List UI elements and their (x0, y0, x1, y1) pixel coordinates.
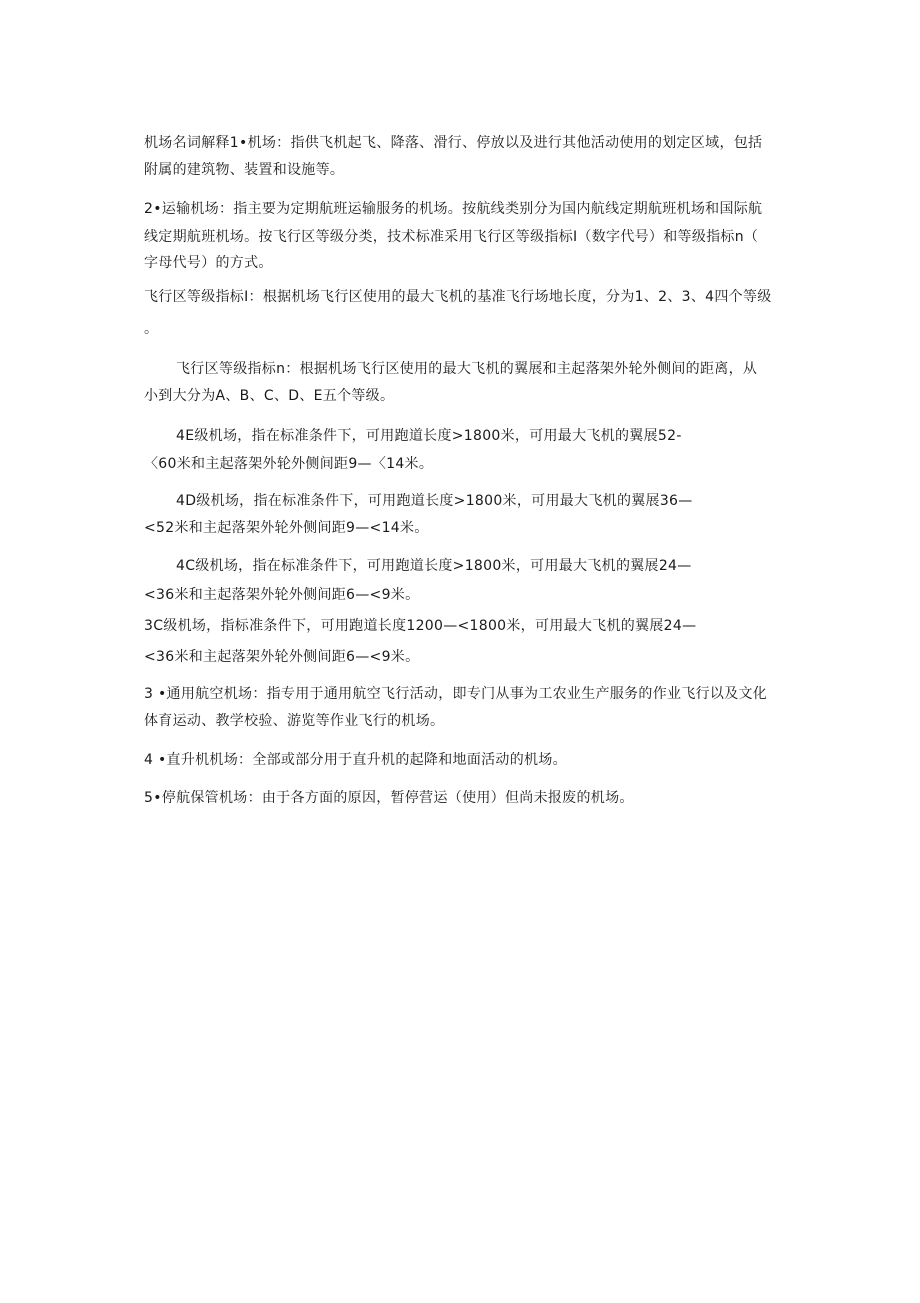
text-line: 附属的建筑物、装置和设施等。 (144, 162, 345, 178)
text-line: 4C级机场，指在标准条件下，可用跑道长度>1800米，可用最大飞机的翼展24— (176, 558, 692, 574)
text-line: 3C级机场，指标准条件下，可用跑道长度1200—<1800米，可用最大飞机的翼展24— (144, 618, 697, 634)
text-line: 飞行区等级指标Ⅰ：根据机场飞行区使用的最大飞机的基准飞行场地长度，分为1、2、3、4四个等级 (144, 289, 772, 305)
text-line: 线定期航班机场。按飞行区等级分类，技术标准采用飞行区等级指标Ⅰ（数字代号）和等级指标n（ (144, 229, 759, 245)
text-line: 2•运输机场：指主要为定期航班运输服务的机场。按航线类别分为国内航线定期航班机场和国际航 (144, 201, 763, 217)
text-line: <36米和主起落架外轮外侧间距6—<9米。 (144, 649, 420, 665)
text-line: <36米和主起落架外轮外侧间距6—<9米。 (144, 587, 420, 603)
text-line: <52米和主起落架外轮外侧间距9—<14米。 (144, 520, 429, 536)
text-line: 4E级机场，指在标准条件下，可用跑道长度>1800米，可用最大飞机的翼展52- (176, 428, 682, 444)
text-line: 飞行区等级指标n：根据机场飞行区使用的最大飞机的翼展和主起落架外轮外侧间的距离，从 (176, 361, 758, 377)
text-line: 体育运动、教学校验、游览等作业飞行的机场。 (144, 713, 445, 729)
text-line: 小到大分为A、B、C、D、E五个等级。 (144, 388, 395, 404)
text-line: 。 (144, 321, 159, 337)
text-line: 4D级机场，指在标准条件下，可用跑道长度>1800米，可用最大飞机的翼展36— (176, 493, 693, 509)
text-line: 〈60米和主起落架外轮外侧间距9—〈14米。 (144, 456, 434, 472)
text-line: 5•停航保管机场：由于各方面的原因，暂停营运（使用）但尚未报废的机场。 (144, 790, 634, 806)
text-line: 机场名词解释1•机场：指供飞机起飞、降落、滑行、停放以及进行其他活动使用的划定区域，包括 (144, 135, 763, 151)
text-line: 字母代号）的方式。 (144, 255, 273, 271)
text-line: 3 •通用航空机场：指专用于通用航空飞行活动，即专门从事为工农业生产服务的作业飞行以及文化 (144, 686, 768, 702)
text-line: 4 •直升机机场：全部或部分用于直升机的起降和地面活动的机场。 (144, 752, 567, 768)
